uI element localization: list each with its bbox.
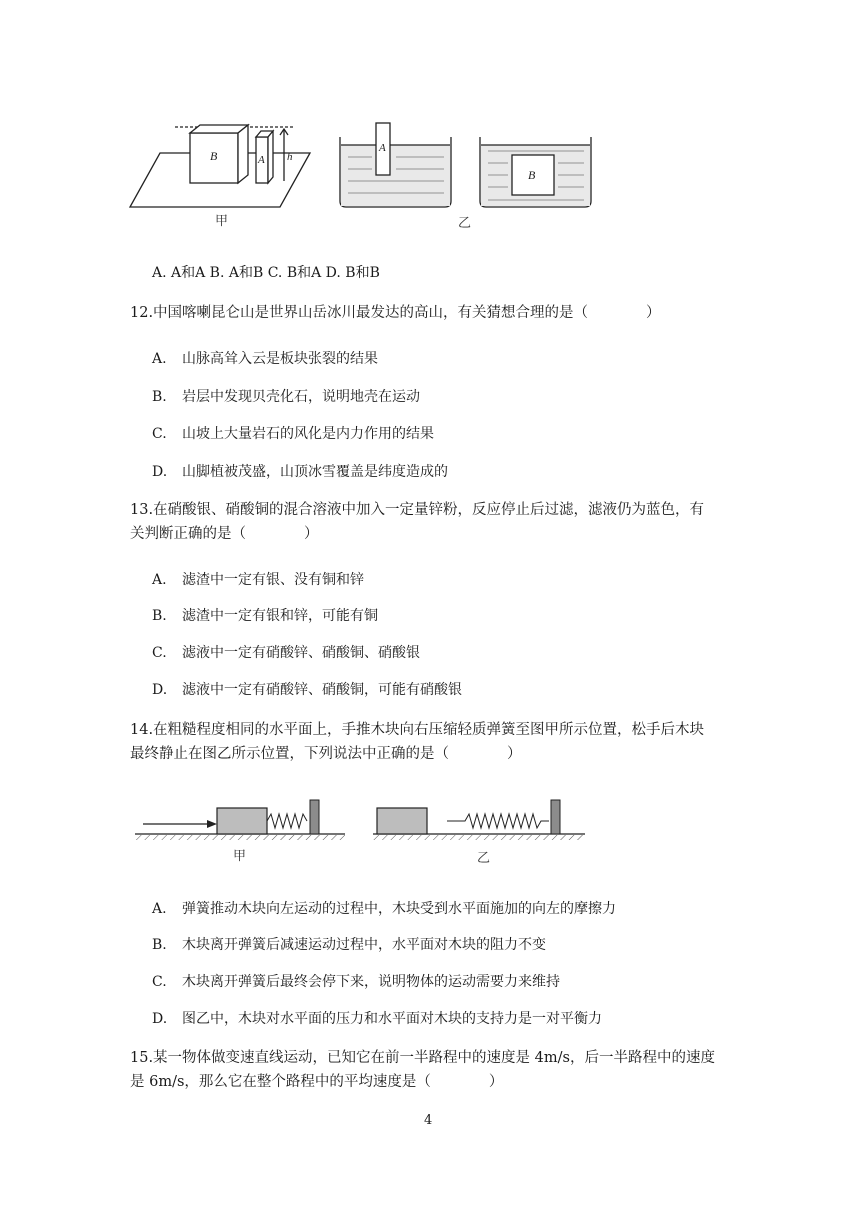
q14-option-a: A. 弹簧推动木块向左运动的过程中，木块受到水平面施加的向左的摩擦力 — [152, 901, 616, 917]
h-label: h — [287, 151, 293, 163]
q13-option-b: B. 滤渣中一定有银和锌，可能有铜 — [152, 608, 378, 624]
q12-option-c: C. 山坡上大量岩石的风化是内力作用的结果 — [152, 426, 434, 442]
page-number: 4 — [424, 1113, 433, 1128]
q15-stem-line2: 是 6m/s，那么它在整个路程中的平均速度是（ ） — [130, 1074, 504, 1090]
q12-stem: 12.中国喀喇昆仑山是世界山岳冰川最发达的高山，有关猜想合理的是（ ） — [130, 305, 661, 321]
figure-jia-spring — [135, 800, 345, 840]
figure-q14 — [135, 790, 595, 870]
q13-stem-line2: 关判断正确的是（ ） — [130, 526, 319, 542]
q14-option-c: C. 木块离开弹簧后最终会停下来，说明物体的运动需要力来维持 — [152, 974, 560, 990]
figure-yi-spring — [373, 800, 585, 840]
q14-stem-line1: 14.在粗糙程度相同的水平面上，手推木块向右压缩轻质弹簧至图甲所示位置，松手后木块 — [130, 722, 705, 738]
q14-figure-label-yi: 乙 — [477, 851, 491, 866]
q14-stem-line2: 最终静止在图乙所示位置，下列说法中正确的是（ ） — [130, 746, 522, 762]
figure-label-yi: 乙 — [458, 216, 472, 231]
q15-stem-line1: 15.某一物体做变速直线运动，已知它在前一半路程中的速度是 4m/s，后一半路程中的速度 — [130, 1050, 715, 1066]
beaker-b-label: B — [528, 168, 536, 182]
q13-stem-line1: 13.在硝酸银、硝酸铜的混合溶液中加入一定量锌粉，反应停止后过滤，滤液仍为蓝色，有 — [130, 502, 705, 518]
block-b-label: B — [210, 149, 218, 163]
q13-option-a: A. 滤渣中一定有银、没有铜和锌 — [152, 572, 364, 588]
q13-option-c: C. 滤液中一定有硝酸锌、硝酸铜、硝酸银 — [152, 645, 420, 661]
q14-figure-label-jia: 甲 — [233, 849, 247, 864]
block-a-label: A — [258, 154, 265, 166]
figure-q11 — [120, 115, 600, 240]
beaker-a-label: A — [379, 142, 386, 154]
q12-option-d: D. 山脚植被茂盛，山顶冰雪覆盖是纬度造成的 — [152, 464, 448, 480]
q12-option-a: A. 山脉高耸入云是板块张裂的结果 — [152, 351, 378, 367]
q14-option-d: D. 图乙中，木块对水平面的压力和水平面对木块的支持力是一对平衡力 — [152, 1011, 602, 1027]
q12-option-b: B. 岩层中发现贝壳化石，说明地壳在运动 — [152, 389, 420, 405]
q11-options: A. A和A B. A和B C. B和A D. B和B — [152, 265, 380, 281]
q13-option-d: D. 滤液中一定有硝酸锌、硝酸铜，可能有硝酸银 — [152, 682, 462, 698]
q14-option-b: B. 木块离开弹簧后减速运动过程中，水平面对木块的阻力不变 — [152, 937, 546, 953]
figure-label-jia: 甲 — [215, 214, 229, 229]
figure-jia-blocks — [130, 125, 310, 207]
figure-yi-beakers — [340, 123, 591, 207]
